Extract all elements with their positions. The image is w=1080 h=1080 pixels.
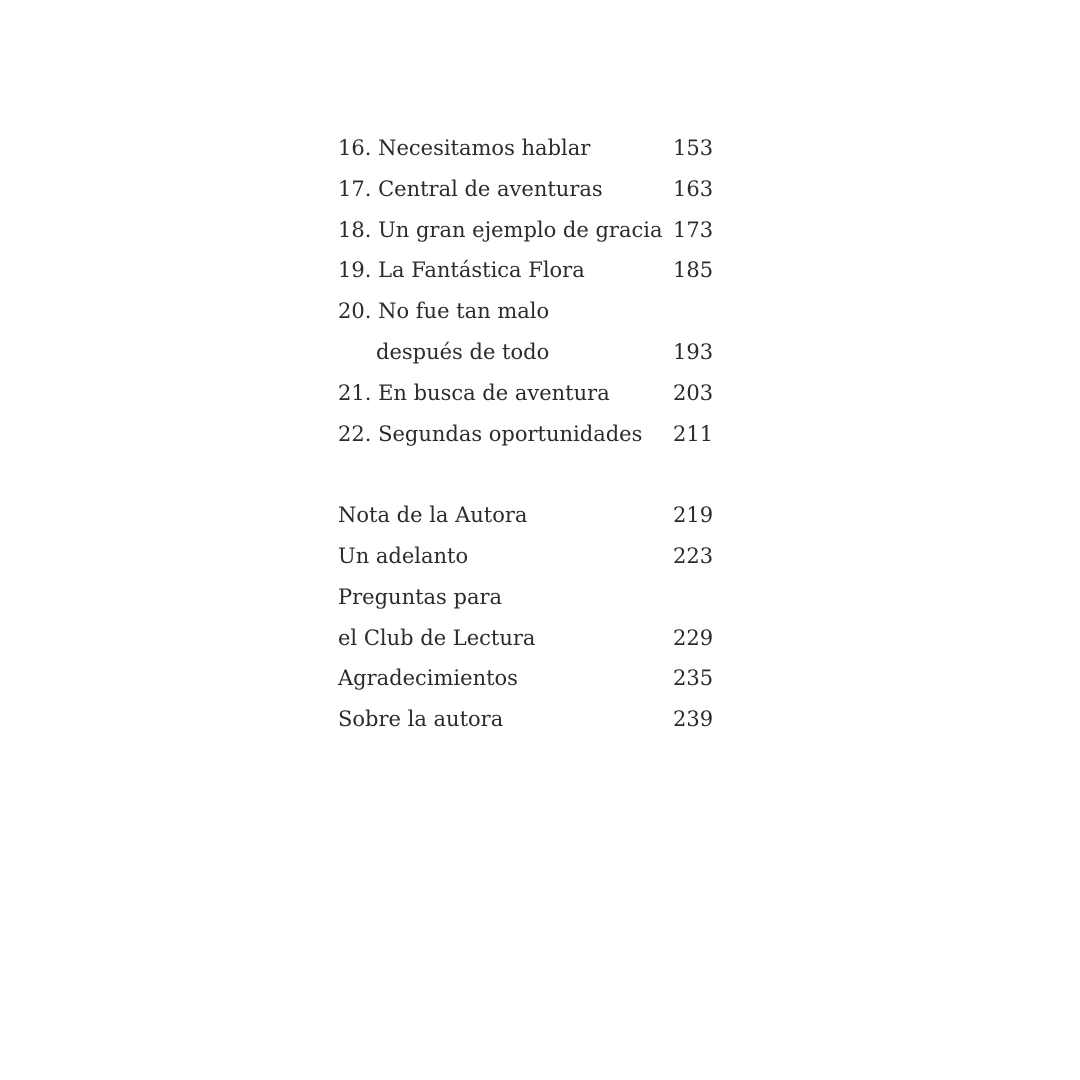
toc-entry-title: 18. Un gran ejemplo de gracia [338, 217, 663, 242]
toc-entry-chapter-19 [338, 250, 718, 291]
toc-entry-page: 173 [673, 217, 714, 242]
toc-entry-page: 239 [673, 707, 714, 732]
toc-entry-title: 20. No fue tan malo [338, 299, 550, 324]
toc-entry-chapter-16 [338, 128, 718, 169]
toc-entry-chapter-21 [338, 373, 718, 414]
toc-entry-chapter-17 [338, 169, 718, 210]
toc-entry-title: 19. La Fantástica Flora [338, 258, 585, 283]
toc-entry-title: Nota de la Autora [338, 503, 528, 528]
toc-entry-title: Sobre la autora [338, 707, 504, 732]
toc-entry-title: Un adelanto [338, 543, 469, 568]
toc-entry-title: el Club de Lectura [338, 625, 536, 650]
toc-entry-page: 235 [673, 666, 714, 691]
toc-entry-title: después de todo [376, 339, 550, 364]
toc-entry-preview [338, 536, 718, 577]
toc-entry-page: 153 [673, 136, 714, 160]
table-of-contents [338, 128, 718, 740]
toc-entry-page: 219 [673, 503, 714, 528]
toc-entry-title: 17. Central de aventuras [338, 176, 603, 201]
toc-entry-page: 203 [673, 380, 714, 405]
toc-entry-author-note [338, 495, 718, 536]
toc-entry-page: 163 [673, 176, 714, 201]
toc-entry-book-club-questions-continued [338, 618, 718, 659]
toc-entry-about-author [338, 699, 718, 740]
toc-entry-chapter-20-continued [338, 332, 718, 373]
toc-entry-acknowledgements [338, 658, 718, 699]
toc-entry-title: 16. Necesitamos hablar [338, 136, 591, 160]
toc-entry-chapter-20 [338, 291, 718, 332]
section-spacer [338, 454, 718, 495]
toc-entry-page: 185 [673, 258, 714, 283]
toc-entry-title: 22. Segundas oportunidades [338, 421, 643, 446]
toc-entry-title: Preguntas para [338, 584, 503, 609]
toc-entry-page: 193 [673, 339, 714, 364]
toc-entry-title: 21. En busca de aventura [338, 380, 610, 405]
toc-entry-chapter-18 [338, 210, 718, 251]
toc-entry-title: Agradecimientos [338, 666, 518, 691]
toc-entry-chapter-22 [338, 414, 718, 455]
toc-entry-book-club-questions [338, 577, 718, 618]
toc-entry-page: 229 [673, 625, 714, 650]
toc-entry-page: 211 [673, 421, 714, 446]
toc-entry-page: 223 [673, 543, 714, 568]
